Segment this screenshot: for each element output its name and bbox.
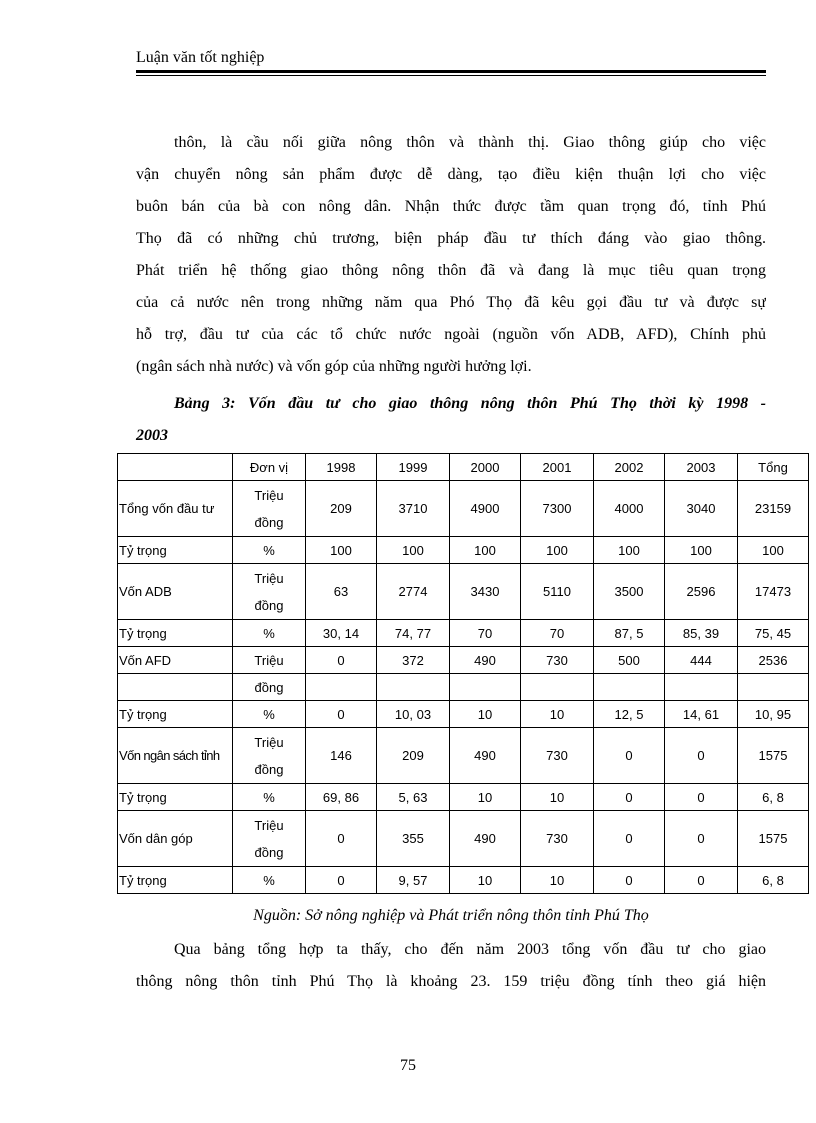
unit-cell: % [233, 537, 306, 564]
header-cell: 2002 [594, 454, 665, 481]
value-cell: 0 [594, 811, 665, 867]
value-cell: 10 [521, 867, 594, 894]
table-row [118, 784, 809, 811]
value-cell: 100 [306, 537, 377, 564]
row-label: Tỷ trọng [118, 867, 233, 894]
value-cell: 490 [450, 811, 521, 867]
value-cell: 0 [594, 867, 665, 894]
value-cell: 0 [594, 784, 665, 811]
value-cell: 209 [377, 728, 450, 784]
value-cell: 0 [665, 867, 738, 894]
table-row [118, 811, 809, 867]
row-label [118, 674, 233, 701]
unit-line: đồng [254, 761, 284, 777]
value-cell: 3040 [665, 481, 738, 537]
unit-line: đồng [254, 844, 284, 860]
value-cell: 0 [665, 784, 738, 811]
table-header-row [118, 454, 809, 481]
value-cell: 2596 [665, 564, 738, 620]
page-header-title: Luận văn tốt nghiệp [136, 49, 265, 66]
value-cell: 23159 [738, 481, 809, 537]
value-cell: 12, 5 [594, 701, 665, 728]
paragraph-line: thông nông thôn tỉnh Phú Thọ là khoảng 23. 159 triệu đồng tính theo giá hiện [136, 973, 766, 990]
table-row [118, 674, 809, 701]
value-cell: 7300 [521, 481, 594, 537]
row-label: Tỷ trọng [118, 620, 233, 647]
paragraph-line: vận chuyển nông sản phẩm được dễ dàng, tạo điều kiện thuận lợi cho việc [136, 166, 766, 183]
paragraph-2 [136, 934, 766, 998]
unit-cell: đồng [233, 674, 306, 701]
header-cell: 2000 [450, 454, 521, 481]
value-cell: 10, 03 [377, 701, 450, 728]
value-cell: 730 [521, 811, 594, 867]
unit-cell [233, 811, 306, 867]
paragraph-line: hỗ trợ, đầu tư của các tổ chức nước ngoài (nguồn vốn ADB, AFD), Chính phủ [136, 326, 766, 343]
value-cell: 100 [665, 537, 738, 564]
value-cell: 17473 [738, 564, 809, 620]
value-cell: 730 [521, 647, 594, 674]
value-cell [521, 674, 594, 701]
value-cell: 209 [306, 481, 377, 537]
unit-cell: % [233, 784, 306, 811]
value-cell: 6, 8 [738, 867, 809, 894]
value-cell [665, 674, 738, 701]
value-cell: 100 [377, 537, 450, 564]
value-cell: 372 [377, 647, 450, 674]
value-cell: 9, 57 [377, 867, 450, 894]
value-cell: 3710 [377, 481, 450, 537]
value-cell: 0 [594, 728, 665, 784]
unit-line: Triệu [254, 817, 284, 833]
row-label: Tỷ trọng [118, 537, 233, 564]
unit-cell [233, 481, 306, 537]
value-cell: 2536 [738, 647, 809, 674]
value-cell: 10 [450, 784, 521, 811]
value-cell: 74, 77 [377, 620, 450, 647]
header-cell: 2001 [521, 454, 594, 481]
value-cell: 10 [450, 867, 521, 894]
paragraph-line: (ngân sách nhà nước) và vốn góp của những người hưởng lợi. [136, 358, 532, 375]
table-row [118, 728, 809, 784]
value-cell [594, 674, 665, 701]
unit-cell: % [233, 867, 306, 894]
value-cell: 3500 [594, 564, 665, 620]
value-cell [377, 674, 450, 701]
value-cell: 0 [665, 811, 738, 867]
paragraph-line: Phát triển hệ thống giao thông nông thôn đã và đang là mục tiêu quan trọng [136, 262, 766, 279]
value-cell: 0 [306, 647, 377, 674]
page-number: 75 [400, 1057, 416, 1074]
value-cell: 70 [521, 620, 594, 647]
header-cell: Đơn vị [233, 454, 306, 481]
value-cell: 70 [450, 620, 521, 647]
row-label: Vốn dân góp [118, 811, 233, 867]
value-cell: 100 [738, 537, 809, 564]
table-row [118, 867, 809, 894]
value-cell: 10 [521, 701, 594, 728]
table-row [118, 701, 809, 728]
unit-line: Triệu [254, 570, 284, 586]
value-cell: 30, 14 [306, 620, 377, 647]
value-cell: 100 [521, 537, 594, 564]
value-cell: 100 [594, 537, 665, 564]
row-label: Vốn ADB [118, 564, 233, 620]
value-cell: 0 [306, 867, 377, 894]
value-cell: 100 [450, 537, 521, 564]
value-cell [450, 674, 521, 701]
value-cell: 6, 8 [738, 784, 809, 811]
row-label: Tỷ trọng [118, 784, 233, 811]
value-cell: 85, 39 [665, 620, 738, 647]
source-note: Nguồn: Sở nông nghiệp và Phát triển nông thôn tỉnh Phú Thọ [253, 907, 649, 924]
value-cell: 10 [450, 701, 521, 728]
value-cell: 444 [665, 647, 738, 674]
row-label: Tỷ trọng [118, 701, 233, 728]
unit-line: đồng [254, 514, 284, 530]
unit-cell: Triệu [233, 647, 306, 674]
value-cell: 1575 [738, 728, 809, 784]
unit-cell [233, 564, 306, 620]
header-cell: 1999 [377, 454, 450, 481]
value-cell: 10 [521, 784, 594, 811]
value-cell: 5110 [521, 564, 594, 620]
value-cell: 355 [377, 811, 450, 867]
value-cell: 69, 86 [306, 784, 377, 811]
unit-cell: % [233, 701, 306, 728]
table-caption [136, 388, 766, 452]
value-cell [738, 674, 809, 701]
value-cell: 5, 63 [377, 784, 450, 811]
value-cell: 490 [450, 728, 521, 784]
value-cell: 4000 [594, 481, 665, 537]
paragraph-line: buôn bán của bà con nông dân. Nhận thức được tầm quan trọng đó, tỉnh Phú [136, 198, 766, 215]
value-cell: 87, 5 [594, 620, 665, 647]
paragraph-line: của cả nước nên trong những năm qua Phó Thọ đã kêu gọi đầu tư và được sự [136, 294, 766, 311]
unit-line: đồng [254, 597, 284, 613]
unit-cell: % [233, 620, 306, 647]
value-cell: 2774 [377, 564, 450, 620]
value-cell: 730 [521, 728, 594, 784]
paragraph-line: thôn, là cầu nối giữa nông thôn và thành thị. Giao thông giúp cho việc [174, 134, 766, 151]
header-cell: Tổng [738, 454, 809, 481]
table-row [118, 620, 809, 647]
unit-cell [233, 728, 306, 784]
paragraph-line: Thọ đã có những chủ trương, biện pháp đầu tư thích đáng vào giao thông. [136, 230, 766, 247]
unit-line: Triệu [254, 487, 284, 503]
value-cell: 0 [665, 728, 738, 784]
value-cell: 63 [306, 564, 377, 620]
header-cell: 2003 [665, 454, 738, 481]
unit-line: Triệu [254, 734, 284, 750]
value-cell: 3430 [450, 564, 521, 620]
paragraph-line: Qua bảng tổng hợp ta thấy, cho đến năm 2003 tổng vốn đầu tư cho giao [174, 941, 766, 958]
value-cell: 0 [306, 701, 377, 728]
table-row [118, 564, 809, 620]
header-rule-thin [136, 75, 766, 76]
header-cell [118, 454, 233, 481]
paragraph-1 [136, 127, 766, 383]
value-cell: 146 [306, 728, 377, 784]
row-label: Vốn ngân sách tỉnh [118, 728, 233, 784]
header-rule-thick [136, 70, 766, 73]
table-row [118, 647, 809, 674]
table-caption-line-1: Bảng 3: Vốn đầu tư cho giao thông nông thôn Phú Thọ thời kỳ 1998 - [174, 395, 766, 412]
table-caption-line-2: 2003 [136, 427, 168, 444]
value-cell: 75, 45 [738, 620, 809, 647]
value-cell: 4900 [450, 481, 521, 537]
value-cell: 1575 [738, 811, 809, 867]
value-cell: 0 [306, 811, 377, 867]
investment-table [117, 453, 809, 894]
table-row [118, 481, 809, 537]
value-cell [306, 674, 377, 701]
row-label: Tổng vốn đầu tư [118, 481, 233, 537]
value-cell: 490 [450, 647, 521, 674]
table-row [118, 537, 809, 564]
row-label: Vốn AFD [118, 647, 233, 674]
value-cell: 500 [594, 647, 665, 674]
header-cell: 1998 [306, 454, 377, 481]
value-cell: 10, 95 [738, 701, 809, 728]
value-cell: 14, 61 [665, 701, 738, 728]
